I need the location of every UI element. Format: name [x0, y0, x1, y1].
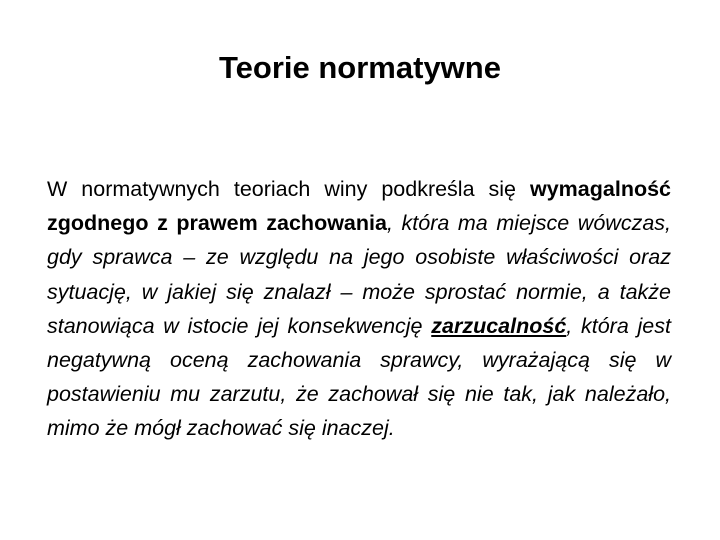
paragraph-segment-underlined-term: zarzucalność	[431, 313, 567, 338]
paragraph-segment-intro: W normatywnych teoriach winy podkreśla się	[47, 177, 530, 201]
body-paragraph	[47, 172, 671, 446]
paragraph-segment-bold-term: wymagalność zgodnego z prawem zachowania	[47, 177, 671, 236]
paragraph-segment-italic-2: , która jest negatywną oceną zachowania sprawcy, wyrażającą się w postawieniu mu zarzutu, że zachował się nie tak, jak należało, mimo że mógł zachować się inaczej.	[47, 313, 671, 441]
paragraph-segment-italic-1: , która ma miejsce wówczas, gdy sprawca – ze względu na jego osobiste właściwości oraz sytuację, w jakiej się znalazł – może sprostać normie, a także stanowiąca w istocie jej konsekwencję	[47, 211, 671, 338]
slide-title: Teorie normatywne	[219, 50, 501, 85]
